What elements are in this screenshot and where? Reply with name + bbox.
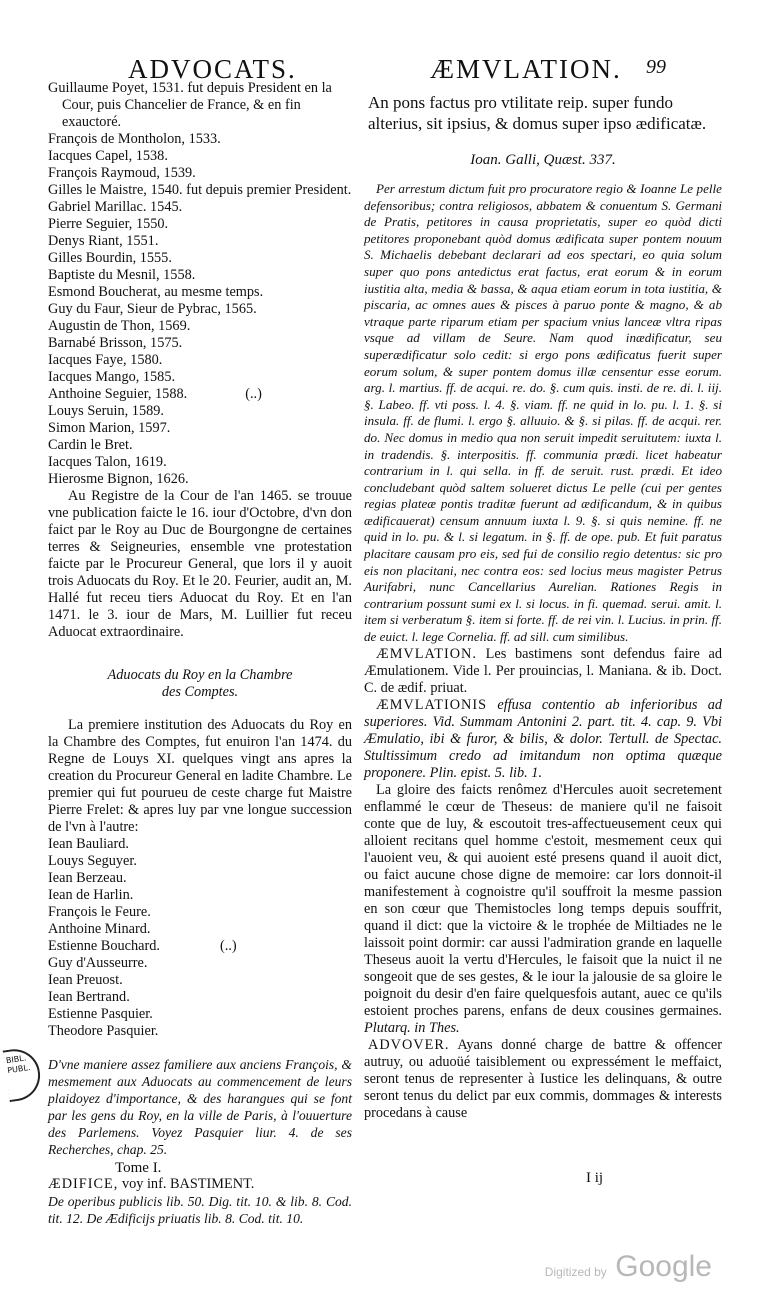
chambre-entry-text: Estienne Bouchard. (48, 938, 160, 954)
chambre-entry: Iean Preuost. (48, 972, 123, 988)
chambre-entry: Anthoine Minard. (48, 921, 151, 937)
hercules-paragraph: La gloire des faicts renômez d'Hercules auoit secretement enflammé le cœur de Theseus: de maniere qu'il ne faisoit conte que de luy, & escoutoit tres-affectueusement ceux qui alloient recitans quel homme c'estoit, mesmement ceux qui l'auoient veu, & qui auoient esté presens quand il auoit dict, ou faict aucune chose digne de memoire: car lors donnoit-il manifestement à cognoistre qu'il souffroit la mesme passion en son cœur que Themistocles long temps depuis souffrit, quand il dict: que la victoire & le trophée de Miltiades ne le laissoit point dormir: car aussi l'admiration grande en laquelle Theseus auoit la vertu d'Hercules, le faisoit que la nuict il ne songeoit que de ses gestes, & le iour la jalousie de sa gloire le poignoit du desir d'en faire quelquesfois autant, auec ce qu'ils estoient proches parens, enfans de deux cousines germaines. (364, 781, 722, 1019)
chambre-entry: Iean Bertrand. (48, 989, 130, 1005)
aemulationis-entry (364, 697, 722, 782)
signature-mark: I ij (586, 1170, 604, 1186)
chambre-paragraph: La premiere institution des Aduocats du Roy en la Chambre des Comptes, fut enuiron l'an 1474. du Regne de Louys XI. quelques vingt ans apres la creation du Procureur General en ladite Chambre. Le premier qui fut pourueu de ceste charge fut Maistre Pierre Frelet: & apres luy par vne longue succession de l'vn à l'autre: (48, 717, 352, 835)
advocate-entry: Iacques Faye, 1580. (48, 352, 163, 368)
advocate-entry: Guillaume Poyet, 1531. fut depuis President en la Cour, puis Chancelier de France, & en fin exauctoré. (48, 80, 332, 130)
advocate-entry: Gilles le Maistre, 1540. fut depuis premier President. (48, 182, 352, 198)
section-heading-line: Aduocats du Roy en la Chambre (107, 667, 293, 683)
advocate-entry: Baptiste du Mesnil, 1558. (48, 267, 196, 283)
page-number: 99 (646, 56, 666, 78)
citation: Ioan. Galli, Quæst. 337. (470, 152, 616, 168)
chambre-entry: Theodore Pasquier. (48, 1023, 159, 1039)
marginal-mark: (..) (219, 938, 237, 954)
advocate-entry: Esmond Boucherat, au mesme temps. (48, 284, 264, 300)
tome-label: Tome I. (115, 1160, 162, 1176)
aedifice-entry (48, 1176, 352, 1193)
chambre-entry: François le Feure. (48, 904, 151, 920)
chambre-entry: Iean Berzeau. (48, 870, 127, 886)
advocate-entry: Denys Riant, 1551. (48, 233, 159, 249)
left-column (48, 80, 352, 1227)
advocate-entry: Iacques Mango, 1585. (48, 369, 176, 385)
left-running-title: ADVOCATS. (128, 54, 297, 84)
aemulationis-label: ÆMVLATIONIS (376, 696, 488, 713)
chambre-entry (48, 938, 352, 955)
advocate-entry: Gabriel Marillac. 1545. (48, 199, 183, 215)
chambre-entry: Iean de Harlin. (48, 887, 134, 903)
library-stamp: BIBL. PUBL. (3, 1046, 44, 1102)
question-title: An pons factus pro vtilitate reip. super fundo alterius, sit ipsius, & domus super ipso ædificatæ. (368, 93, 707, 133)
marginal-mark: (..) (245, 386, 262, 402)
advocate-entry: François Raymoud, 1539. (48, 165, 196, 181)
aemulation-label: ÆMVLATION. (376, 645, 477, 662)
aemulation-text: Les bastimens sont defendus faire ad Æmulationem. Vide l. Per prouincias, l. Maniana. & ib. Doct. C. de ædif. priuat. (364, 645, 722, 696)
advocate-entry: Augustin de Thon, 1569. (48, 318, 191, 334)
advocate-entry: Hierosme Bignon, 1626. (48, 471, 189, 487)
advover-label: ADVOVER. (368, 1036, 450, 1053)
advocate-entry: Guy du Faur, Sieur de Pybrac, 1565. (48, 301, 257, 317)
advocate-entry: Iacques Capel, 1538. (48, 148, 168, 164)
chambre-entry: Iean Bauliard. (48, 836, 129, 852)
advover-entry (364, 1037, 722, 1122)
chambre-entry: Estienne Pasquier. (48, 1006, 153, 1022)
italic-note: D'vne maniere assez familiere aux anciens François, & mesmement aux Aduocats au commencement de leurs plaidoyez d'importance, & des harangues qui se font par les gens du Roy, en la ville de Paris, à l'ouuerture des Parlemens. Voyez Pasquier liur. 4. de ses Recherches, chap. 25. (48, 1057, 352, 1157)
aemulation-entry (364, 646, 722, 697)
registre-paragraph: Au Registre de la Cour de l'an 1465. se trouue vne publication faicte le 16. iour d'Octobre, d'vn don faict par le Roy au Duc de Bourgongne de certaines terres & Seigneuries, ensemble vne protestation faicte par le Procureur General, que lors il y auoit trois Aduocats du Roy. Et le 20. Feurier, audit an, M. Hallé fut receu tiers Aduocat du Roy. Et en l'an 1471. le 3. iour de Mars, M. Luillier fut receu Aduocat extraordinaire. (48, 488, 352, 640)
aedifice-label: ÆDIFICE, (48, 1176, 119, 1192)
advocates-list (48, 80, 352, 488)
advocate-entry: Simon Marion, 1597. (48, 420, 171, 436)
advocate-entry: François de Montholon, 1533. (48, 131, 221, 147)
advocate-entry: Gilles Bourdin, 1555. (48, 250, 172, 266)
advocate-entry (48, 386, 352, 403)
hercules-cite: Plutarq. in Thes. (364, 1019, 460, 1036)
advocate-entry: Louys Seruin, 1589. (48, 403, 164, 419)
advocate-entry: Cardin le Bret. (48, 437, 133, 453)
hercules-entry (364, 782, 722, 1037)
advocate-entry: Iacques Talon, 1619. (48, 454, 167, 470)
chambre-list (48, 836, 352, 1040)
right-running-title: ÆMVLATION. (430, 54, 622, 84)
chambre-entry: Guy d'Ausseurre. (48, 955, 148, 971)
advocate-entry: Barnabé Brisson, 1575. (48, 335, 183, 351)
section-heading-line: des Comptes. (161, 684, 239, 700)
section-heading (48, 667, 352, 701)
advover-text: Ayans donné charge de battre & offencer autruy, ou aduoüé taisiblement ou expressément le meffaict, seront tenus de representer à Iustice les delinquans, & outre seront tenus du delict par eux commis, dommages & interests procedans à cause (364, 1036, 722, 1121)
advocate-entry: Pierre Seguier, 1550. (48, 216, 169, 232)
digitized-watermark (545, 1250, 712, 1284)
latin-arrest: Per arrestum dictum fuit pro procuratore regio & Ioanne Le pelle defensoribus; contra religiosos, abbatem & conuentum S. Germani de Pratis, petitores in causa proprietatis, super eo quòd dicti petitores proponebant quòd domus ædificata super pontem nouum S. Michaelis debebant declarari ad eos spectari, eo quia solum super quo pons antedictus erat factus, erat eorum & in eorum iustitia alta, media & bassa, & aqua etiam eorum in tota iustitia, & piscaria, ac omnes aues & pisces à paruo ponte & magno, & ab vtraque parte riparum etiam per spacium vnius lanceæ vltra ripas vsque ad villam de Seure. Nam quod inædificatur, seu superædificatur solo cedit: si ergo pons ædificatus fuerit super eorum solum, & super pontem domus illæ censentur esse eorum. arg. l. martius. ff. de acqui. re. do. §. cum quis. insti. de re. di. l. iij. §. Labeo. ff. vti poss. l. 4. §. viam. ff. ne quid in lo. pu. l. 1. §. si insula. ff. de flumi. l. ergo §. alluuio. & §. si pilas. ff. de acqui. rer. do. Nec domus in medio qua non seruit impedit seruitutem: iuxta l. in tradendis. §. interpositis. ff. communia prædi. licet habeatur contrarium in l. qui sella. in ff. de seruit. rust. prædi. Et ideo concludebant quòd saltem solueret dictus Le pelle (cui per gentes regias plateæ pontis traditæ fuerunt ad ædificandum, & in quibus ædificauerat) censum annuum iuxta l. 9. §. si quis nemine. ff. ne quid in lo. pu. & l. si legatum. in §. ff. de ope. pub. Et fuit paratus placitare causam pro eis, sed fui de consilio regio detentus: sic pro eis non placitani, nec contra eos: sed locius meus magister Petrus Aurifabri, nunc Cancellarius Aurelian. Rationes Regis in contrarium possunt sumi ex l. si locus. in fi. quemad. serui. amit. l. item si verberatum §. item si forte. ff. de rei vin. l. Lucius. in prin. ff. de euict. l. lege Cornelia. ff. ad sill. cum similibus. (364, 181, 722, 645)
aedifice-text: voy inf. BASTIMENT. (121, 1176, 255, 1192)
right-column (364, 92, 722, 1122)
aemulationis-text: effusa contentio ab inferioribus ad superiores. Vid. Summam Antonini 2. part. tit. 4. cap. 9. Vbi Æmulatio, ibi & furor, & bilis, & dolor. Tertull. de Spectac. Stultissimum credo ad imitandum non optima quæque proponere. Plin. epist. 5. lib. 1. (364, 696, 722, 781)
advocate-entry-text: Anthoine Seguier, 1588. (48, 386, 188, 402)
digitized-label: Digitized by (544, 1265, 607, 1279)
aedifice-refs: De operibus publicis lib. 50. Dig. tit. 10. & lib. 8. Cod. tit. 12. De Ædificijs priuatis lib. 8. Cod. tit. 10. (48, 1194, 352, 1226)
chambre-entry: Louys Seguyer. (48, 853, 137, 869)
google-logo: Google (615, 1250, 712, 1283)
